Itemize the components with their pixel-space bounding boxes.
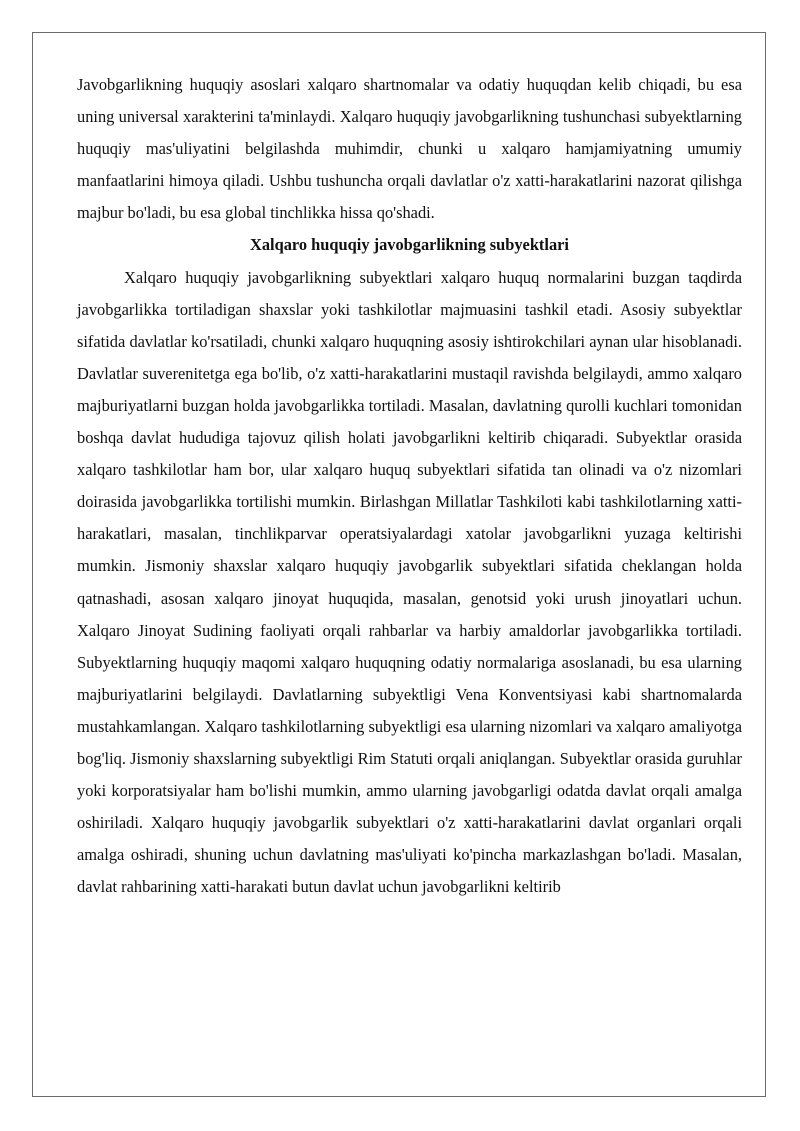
paragraph-intro: Javobgarlikning huquqiy asoslari xalqaro shartnomalar va odatiy huquqdan kelib chiqadi, bu esa uning universal xarakterini ta'minlaydi. Xalqaro huquqiy javobgarlikning tushunchasi subyektlarning huquqiy mas'uliyatini belgilashda muhimdir, chunki u xalqaro hamjamiyatning umumiy manfaatlarini himoya qiladi. Ushbu tushuncha orqali davlatlar o'z xatti-harakatlarini nazorat qilishga majbur bo'ladi, bu esa global tinchlikka hissa qo'shadi. [77, 75, 742, 223]
paragraph-main: Xalqaro huquqiy javobgarlikning subyektlari xalqaro huquq normalarini buzgan taqdirda javobgarlikka tortiladigan shaxslar yoki tashkilotlar majmuasini tashkil etadi. Asosiy subyektlar sifatida davlatlar ko'rsatiladi, chunki xalqaro huquqning asosiy ishtirokchilari aynan ular hisoblanadi. Davlatlar suverenitetga ega bo'lib, o'z xatti-harakatlarini mustaqil ravishda belgilaydi, ammo xalqaro majburiyatlarni buzgan holda javobgarlikka tortiladi. Masalan, davlatning qurolli kuchlari tomonidan boshqa davlat hududiga tajovuz qilish holati javobgarlikni keltirib chiqaradi. Subyektlar orasida xalqaro tashkilotlar ham bor, ular xalqaro huquq subyektlari sifatida tan olinadi va o'z nizomlari doirasida javobgarlikka tortilishi mumkin. Birlashgan Millatlar Tashkiloti kabi tashkilotlarning xatti-harakatlari, masalan, tinchlikparvar operatsiyalardagi xatolar javobgarlikni yuzaga keltirishi mumkin. Jismoniy shaxslar xalqaro huquqiy javobgarlik subyektlari sifatida cheklangan holda qatnashadi, asosan xalqaro jinoyat huquqida, masalan, genotsid yoki urush jinoyatlari uchun. Xalqaro Jinoyat Sudining faoliyati orqali rahbarlar va harbiy amaldorlar javobgarlikka tortiladi. Subyektlarning huquqiy maqomi xalqaro huquqning odatiy normalariga asoslanadi, bu esa ularning majburiyatlarini belgilaydi. Davlatlarning subyektligi Vena Konventsiyasi kabi shartnomalarda mustahkamlangan. Xalqaro tashkilotlarning subyektligi esa ularning nizomlari va xalqaro amaliyotga bog'liq. Jismoniy shaxslarning subyektligi Rim Statuti orqali aniqlangan. Subyektlar orasida guruhlar yoki korporatsiyalar ham bo'lishi mumkin, ammo ularning javobgarligi odatda davlat orqali amalga oshiriladi. Xalqaro huquqiy javobgarlik subyektlari o'z xatti-harakatlarini davlat organlari orqali amalga oshiradi, shuning uchun davlatning mas'uliyati ko'pincha markazlashgan bo'ladi. Masalan, davlat rahbarining xatti-harakati butun davlat uchun javobgarlikni keltirib [77, 267, 742, 897]
section-heading: Xalqaro huquqiy javobgarlikning subyektlari [250, 235, 569, 255]
document-body [77, 69, 742, 903]
